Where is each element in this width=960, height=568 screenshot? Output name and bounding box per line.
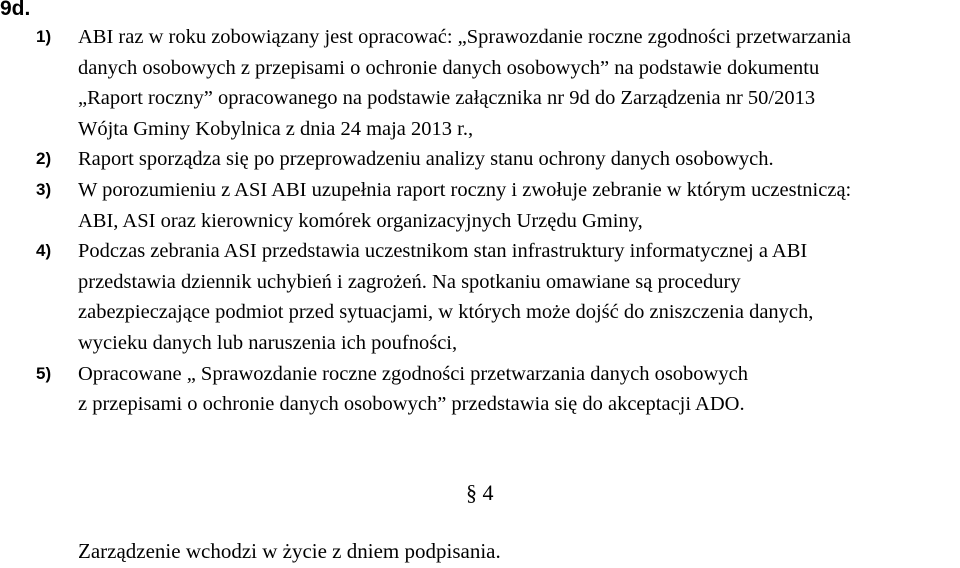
list-item-line: W porozumieniu z ASI ABI uzupełnia raport roczny i zwołuje zebranie w którym uczestniczą: xyxy=(78,178,852,201)
list-item-number: 2) xyxy=(36,149,52,169)
list-item-line: ABI raz w roku zobowiązany jest opracować: „Sprawozdanie roczne zgodności przetwarzania xyxy=(78,26,851,48)
procedure-list xyxy=(0,22,960,420)
list-item-line: ABI, ASI oraz kierownicy komórek organizacyjnych Urzędu Gminy, xyxy=(78,209,643,232)
list-item-line: Wójta Gminy Kobylnica z dnia 24 maja 2013 r., xyxy=(78,117,474,140)
list-item-line: wycieku danych lub naruszenia ich poufności, xyxy=(78,331,458,354)
list-item-number: 5) xyxy=(36,363,52,383)
list-item xyxy=(0,144,960,175)
list-item xyxy=(0,22,960,144)
final-statement: Zarządzenie wchodzi w życie z dniem podpisania. xyxy=(78,539,501,563)
list-item-number: 3) xyxy=(36,179,52,199)
list-item-line: Opracowane „ Sprawozdanie roczne zgodności przetwarzania danych osobowych xyxy=(78,362,748,385)
list-item-line: danych osobowych z przepisami o ochronie danych osobowych” na podstawie dokumentu xyxy=(78,56,820,79)
list-item-number: 1) xyxy=(36,27,52,46)
list-item-line: Raport sporządza się po przeprowadzeniu analizy stanu ochrony danych osobowych. xyxy=(78,148,774,171)
list-item xyxy=(0,236,960,358)
list-item xyxy=(0,359,960,420)
list-item-line: Podczas zebrania ASI przedstawia uczestnikom stan infrastruktury informatycznej a ABI xyxy=(78,240,808,263)
list-item-line: „Raport roczny” opracowanego na podstawie załącznika nr 9d do Zarządzenia nr 50/2013 xyxy=(78,87,816,110)
list-item-number: 4) xyxy=(36,241,52,261)
list-item-line: z przepisami o ochronie danych osobowych” przedstawia się do akceptacji ADO. xyxy=(78,393,745,416)
list-item-line: zabezpieczające podmiot przed sytuacjami, w których może dojść do zniszczenia danych, xyxy=(78,301,814,324)
list-item-line: przedstawia dziennik uchybień i zagrożeń. Na spotkaniu omawiane są procedury xyxy=(78,270,741,293)
list-item xyxy=(0,175,960,236)
section-heading: 9d. xyxy=(0,0,31,20)
section-mark: § 4 xyxy=(466,480,494,505)
